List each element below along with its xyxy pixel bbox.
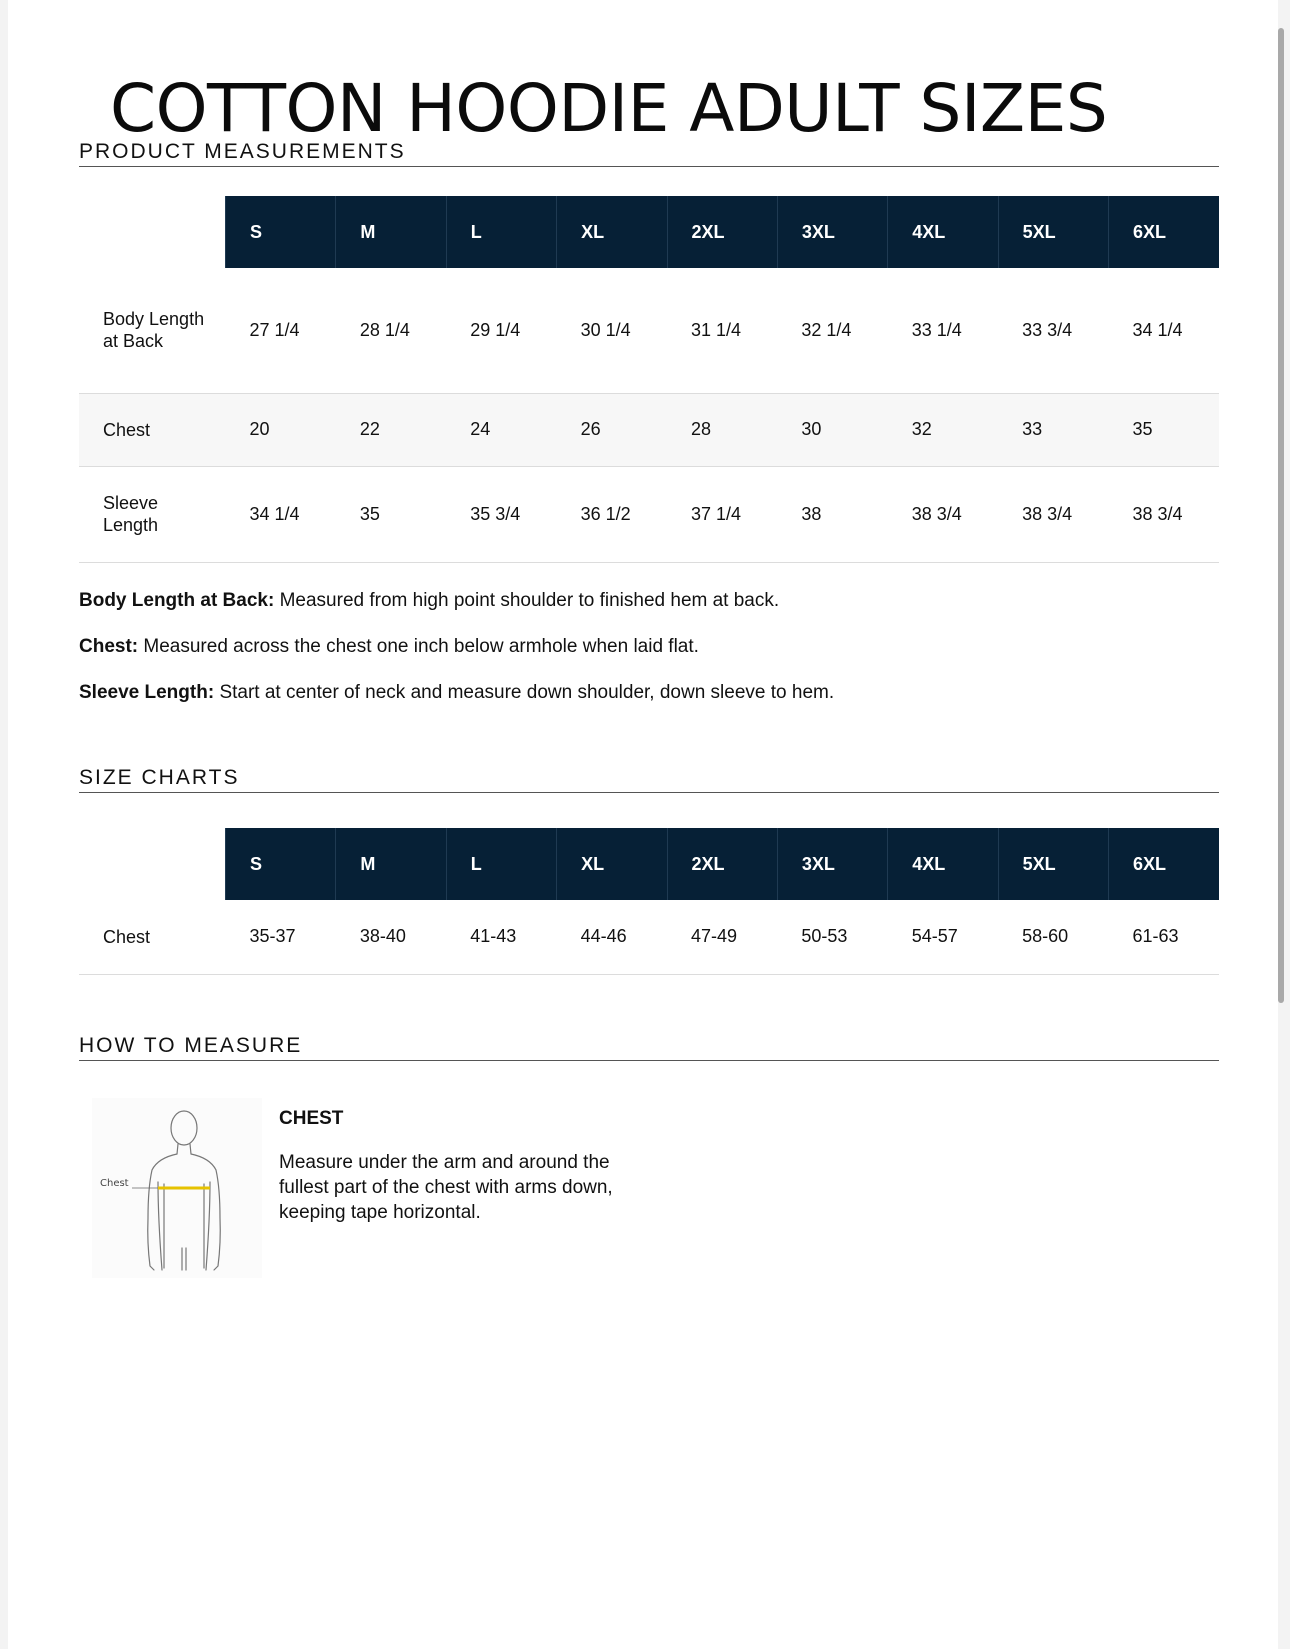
definition-term: Sleeve Length:	[79, 682, 215, 703]
header-blank-cell	[79, 196, 226, 268]
size-header-cell: M	[336, 828, 446, 900]
table-cell: 58-60	[998, 900, 1108, 974]
size-header-cell: 6XL	[1109, 828, 1220, 900]
table-row	[79, 900, 1219, 974]
measurement-definitions	[79, 589, 1219, 727]
row-label: Chest	[79, 393, 226, 466]
table-cell: 24	[446, 393, 556, 466]
header-blank-cell	[79, 828, 226, 900]
row-label: Body Length at Back	[79, 268, 226, 393]
scrollbar-thumb[interactable]	[1278, 28, 1284, 1003]
row-label: Chest	[79, 900, 226, 974]
table-cell: 38 3/4	[1109, 466, 1220, 562]
definition-body-length	[79, 589, 1219, 613]
table-cell: 35	[336, 466, 446, 562]
size-header-cell: S	[226, 828, 336, 900]
size-header-cell: M	[336, 196, 446, 268]
table-cell: 35 3/4	[446, 466, 556, 562]
measure-item-text: Measure under the arm and around the fullest part of the chest with arms down, keeping tape horizontal.	[279, 1152, 613, 1223]
vertical-scrollbar[interactable]	[1274, 0, 1286, 1649]
chest-measure-figure	[92, 1098, 262, 1278]
size-header-cell: 3XL	[777, 828, 887, 900]
table-cell: 20	[226, 393, 336, 466]
table-cell: 22	[336, 393, 446, 466]
table-cell: 34 1/4	[1109, 268, 1220, 393]
size-header-cell: 3XL	[777, 196, 887, 268]
table-cell: 28	[667, 393, 777, 466]
table-cell: 32 1/4	[777, 268, 887, 393]
size-charts-heading: SIZE CHARTS	[79, 766, 1219, 793]
table-cell: 33 1/4	[888, 268, 998, 393]
table-cell: 30 1/4	[557, 268, 667, 393]
definition-text: Measured across the chest one inch below armhole when laid flat.	[143, 636, 699, 657]
table-row	[79, 466, 1219, 562]
table-cell: 30	[777, 393, 887, 466]
table-cell: 38 3/4	[998, 466, 1108, 562]
table-cell: 27 1/4	[226, 268, 336, 393]
size-charts-table	[79, 828, 1219, 975]
size-header-cell: XL	[557, 196, 667, 268]
table-cell: 28 1/4	[336, 268, 446, 393]
size-header-cell: 2XL	[667, 196, 777, 268]
size-header-cell: XL	[557, 828, 667, 900]
table-row	[79, 393, 1219, 466]
definition-text: Start at center of neck and measure down shoulder, down sleeve to hem.	[219, 682, 835, 703]
table-cell: 33 3/4	[998, 268, 1108, 393]
table-cell: 44-46	[557, 900, 667, 974]
table-cell: 50-53	[777, 900, 887, 974]
table-cell: 38 3/4	[888, 466, 998, 562]
measure-item-title: CHEST	[279, 1108, 344, 1129]
table-cell: 29 1/4	[446, 268, 556, 393]
table-cell: 54-57	[888, 900, 998, 974]
definition-text: Measured from high point shoulder to finished hem at back.	[279, 590, 780, 611]
size-header-row	[79, 828, 1219, 900]
document-page	[8, 0, 1278, 1649]
table-cell: 38-40	[336, 900, 446, 974]
product-measurements-table	[79, 196, 1219, 563]
size-header-cell: 4XL	[888, 828, 998, 900]
table-cell: 31 1/4	[667, 268, 777, 393]
table-cell: 61-63	[1109, 900, 1220, 974]
size-header-cell: 5XL	[998, 828, 1108, 900]
table-cell: 35-37	[226, 900, 336, 974]
size-header-row	[79, 196, 1219, 268]
size-header-cell: 4XL	[888, 196, 998, 268]
table-cell: 32	[888, 393, 998, 466]
table-cell: 41-43	[446, 900, 556, 974]
how-to-measure-heading: HOW TO MEASURE	[79, 1034, 1219, 1061]
product-measurements-heading: PRODUCT MEASUREMENTS	[79, 140, 1219, 167]
definition-chest	[79, 635, 1219, 659]
table-cell: 33	[998, 393, 1108, 466]
table-cell: 37 1/4	[667, 466, 777, 562]
table-row	[79, 268, 1219, 393]
row-label: Sleeve Length	[79, 466, 226, 562]
size-header-cell: 2XL	[667, 828, 777, 900]
table-cell: 38	[777, 466, 887, 562]
size-header-cell: 5XL	[998, 196, 1108, 268]
table-cell: 36 1/2	[557, 466, 667, 562]
size-header-cell: 6XL	[1109, 196, 1220, 268]
size-header-cell: S	[226, 196, 336, 268]
table-cell: 34 1/4	[226, 466, 336, 562]
table-cell: 26	[557, 393, 667, 466]
definition-sleeve-length	[79, 681, 1219, 705]
table-cell: 35	[1109, 393, 1220, 466]
size-header-cell: L	[446, 828, 556, 900]
table-cell: 47-49	[667, 900, 777, 974]
page-title: COTTON HOODIE ADULT SIZES	[110, 70, 1108, 147]
body-outline-icon	[92, 1098, 262, 1278]
figure-chest-label: Chest	[100, 1178, 129, 1189]
size-header-cell: L	[446, 196, 556, 268]
definition-term: Chest:	[79, 636, 139, 657]
definition-term: Body Length at Back:	[79, 590, 275, 611]
